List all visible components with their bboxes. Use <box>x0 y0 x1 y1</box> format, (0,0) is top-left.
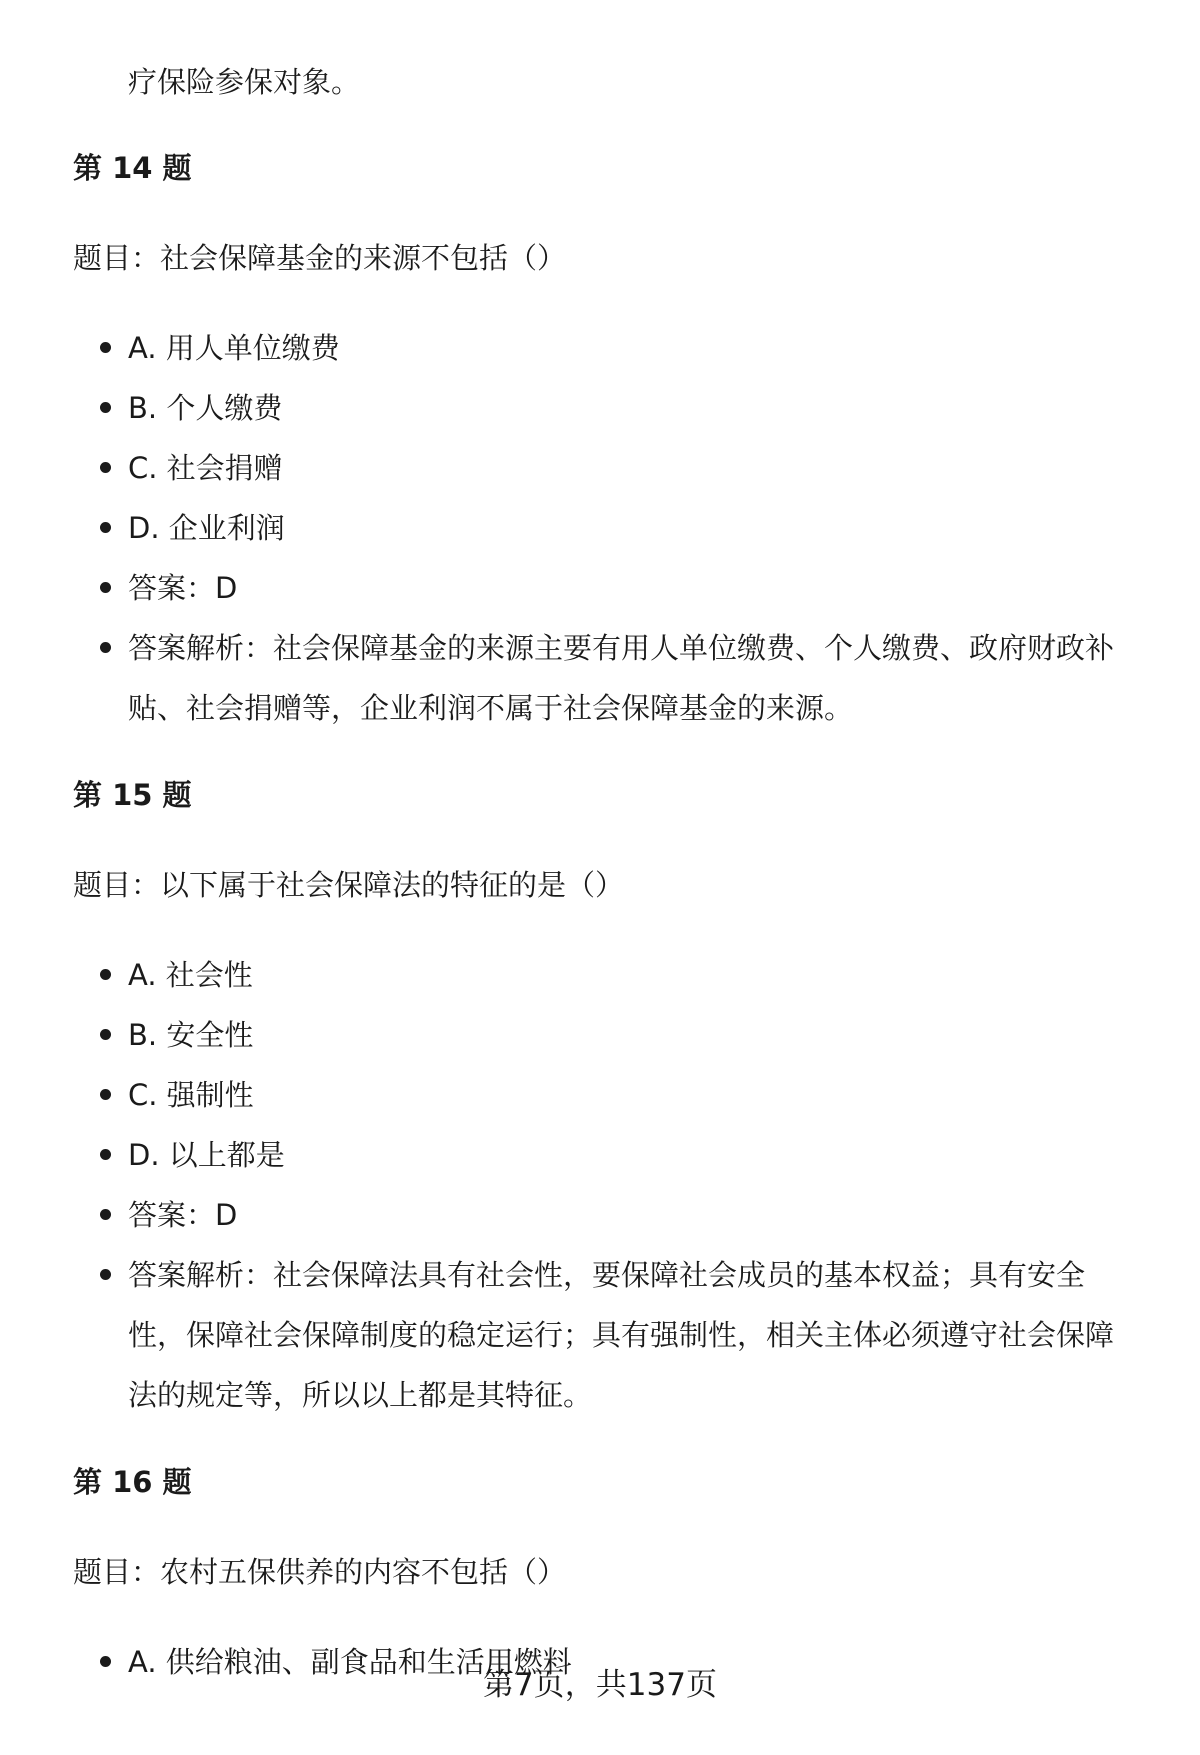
bullet-icon <box>100 462 111 473</box>
bullet-icon <box>100 642 111 653</box>
bullet-icon <box>100 402 111 413</box>
question-16-stem: 题目：农村五保供养的内容不包括（） <box>73 1555 567 1589</box>
bullet-icon <box>100 1149 111 1160</box>
bullet-icon <box>100 1029 111 1040</box>
question-15-option-c: C. 强制性 <box>0 1065 1200 1125</box>
question-15-option-b: B. 安全性 <box>0 1005 1200 1065</box>
question-16-title: 第 16 题 <box>73 1465 192 1499</box>
bullet-icon <box>100 1269 111 1280</box>
question-15-option-a: A. 社会性 <box>0 945 1200 1005</box>
question-15-options <box>0 945 1200 1425</box>
question-15-explanation: 答案解析：社会保障法具有社会性，要保障社会成员的基本权益；具有安全性，保障社会保障制度的稳定运行；具有强制性，相关主体必须遵守社会保障法的规定等，所以以上都是其特征。 <box>0 1245 1200 1425</box>
question-14-answer: 答案：D <box>0 558 1200 618</box>
question-14-option-b: B. 个人缴费 <box>0 378 1200 438</box>
question-14-option-a: A. 用人单位缴费 <box>0 318 1200 378</box>
question-14-title: 第 14 题 <box>73 151 192 185</box>
question-15-option-d: D. 以上都是 <box>0 1125 1200 1185</box>
question-15-stem: 题目：以下属于社会保障法的特征的是（） <box>73 868 625 902</box>
continuation-text: 疗保险参保对象。 <box>128 65 361 99</box>
question-14-options <box>0 318 1200 738</box>
page-number: 第7页，共137页 <box>483 1667 717 1703</box>
question-14-explanation: 答案解析：社会保障基金的来源主要有用人单位缴费、个人缴费、政府财政补贴、社会捐赠等，企业利润不属于社会保障基金的来源。 <box>0 618 1200 738</box>
question-14-stem: 题目：社会保障基金的来源不包括（） <box>73 241 567 275</box>
question-16-option-a: A. 供给粮油、副食品和生活用燃料 <box>0 1632 1200 1692</box>
question-15-answer: 答案：D <box>0 1185 1200 1245</box>
question-14-option-d: D. 企业利润 <box>0 498 1200 558</box>
bullet-icon <box>100 1209 111 1220</box>
bullet-icon <box>100 1089 111 1100</box>
question-14-option-c: C. 社会捐赠 <box>0 438 1200 498</box>
bullet-icon <box>100 582 111 593</box>
question-15-title: 第 15 题 <box>73 778 192 812</box>
bullet-icon <box>100 342 111 353</box>
bullet-icon <box>100 969 111 980</box>
bullet-icon <box>100 522 111 533</box>
